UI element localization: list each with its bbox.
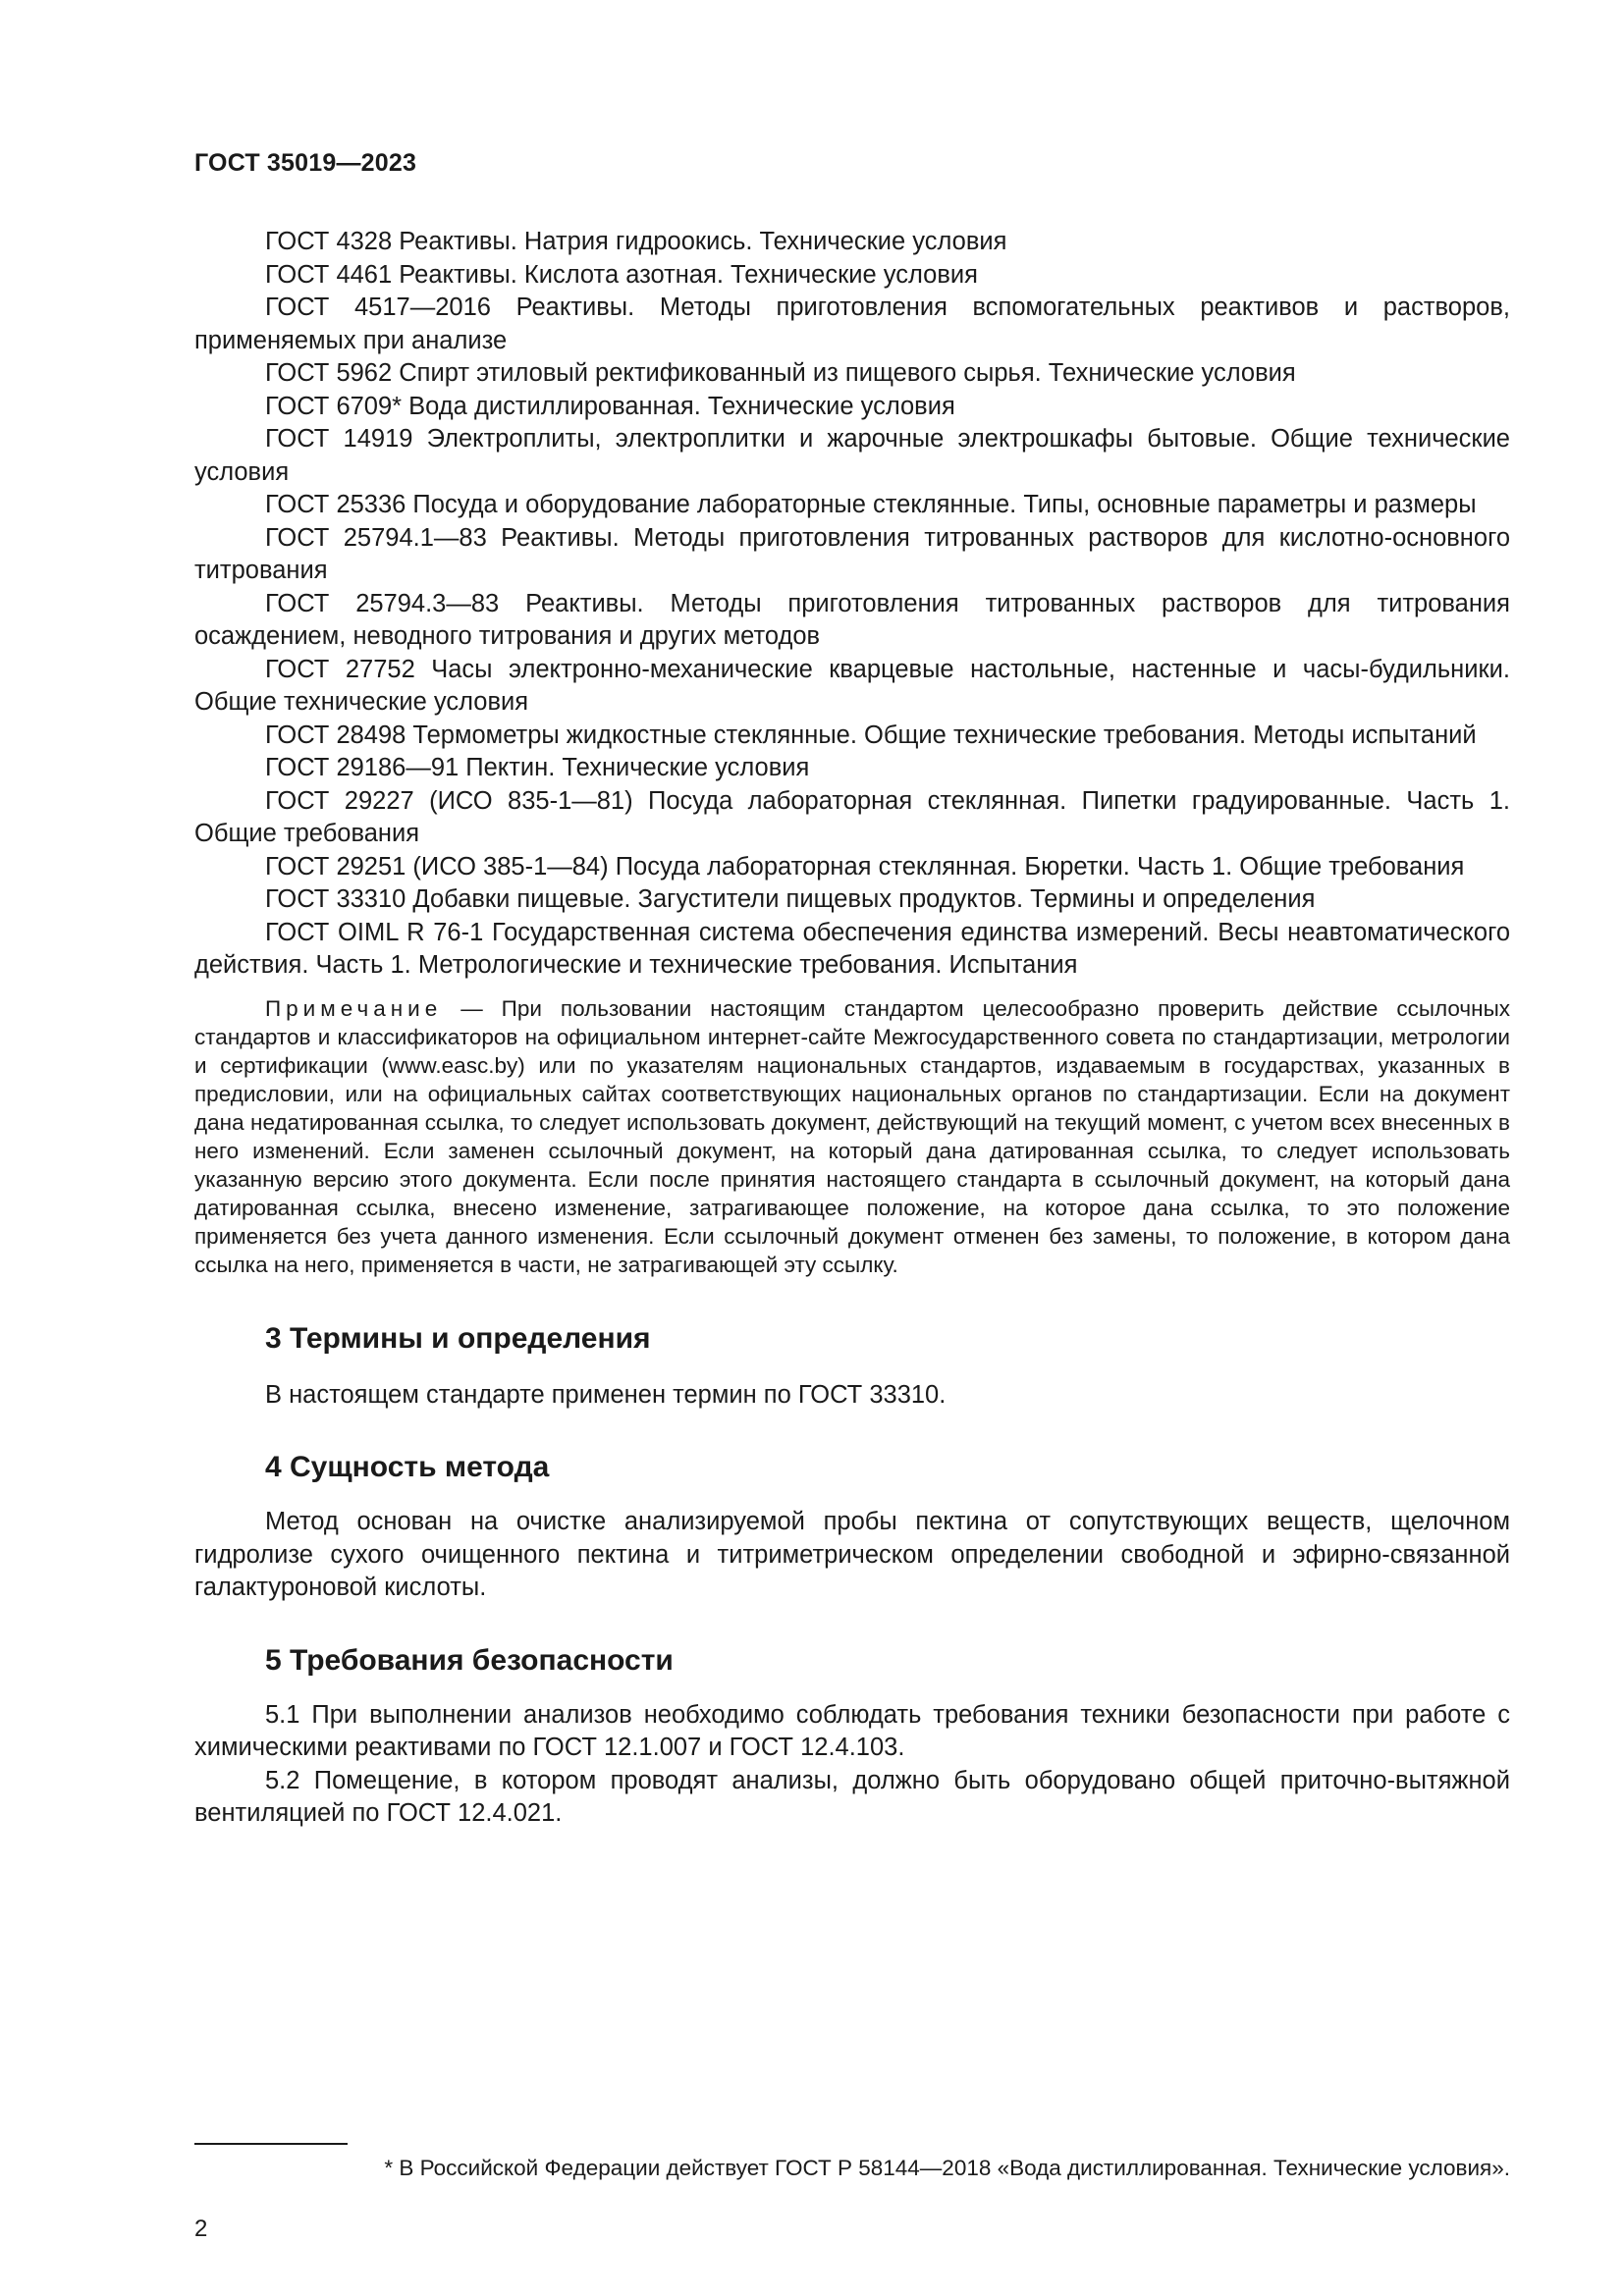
reference-item: ГОСТ 4461 Реактивы. Кислота азотная. Технические условия [265,260,978,289]
section-heading: 3 Термины и определения [265,1321,651,1355]
reference-item: ГОСТ 29251 (ИСО 385-1—84) Посуда лабораторная стеклянная. Бюретки. Часть 1. Общие требования [265,852,1465,881]
reference-item: ГОСТ 28498 Термометры жидкостные стеклянные. Общие технические требования. Методы испытаний [265,721,1477,749]
reference-item: ГОСТ 27752 Часы электронно-механические кварцевые настольные, настенные и часы-будильники. Общие технические условия [194,655,1510,716]
section-heading: 4 Сущность метода [265,1451,550,1483]
section-heading: 5 Требования безопасности [265,1643,674,1677]
reference-item: ГОСТ 33310 Добавки пищевые. Загустители пищевых продуктов. Термины и определения [265,885,1316,913]
reference-item: ГОСТ 25336 Посуда и оборудование лабораторные стеклянные. Типы, основные параметры и размеры [265,491,1477,518]
reference-item: ГОСТ 29227 (ИСО 835-1—81) Посуда лабораторная стеклянная. Пипетки градуированные. Часть 1. Общие требования [194,786,1510,847]
section-paragraph: 5.2 Помещение, в котором проводят анализы, должно быть оборудовано общей приточно-вытяжной вентиляцией по ГОСТ 12.4.021. [194,1766,1510,1827]
note-paragraph [194,994,1510,1279]
section-paragraph: В настоящем стандарте применен термин по ГОСТ 33310. [265,1380,947,1409]
footnote: * В Российской Федерации действует ГОСТ Р 58144—2018 «Вода дистиллированная. Технические условия». [384,2156,1510,2180]
reference-item: ГОСТ OIML R 76-1 Государственная система обеспечения единства измерений. Весы неавтоматического действия. Часть 1. Метрологические и технические требования. Испытания [194,918,1510,979]
note-label: Примечание [265,995,443,1021]
reference-item: ГОСТ 25794.3—83 Реактивы. Методы приготовления титрованных растворов для титрования осаждением, неводного титрования и других методов [194,589,1510,650]
reference-item: ГОСТ 14919 Электроплиты, электроплитки и жарочные электрошкафы бытовые. Общие технические условия [194,425,1510,486]
section-paragraph: Метод основан на очистке анализируемой пробы пектина от сопутствующих веществ, щелочном гидролизе сухого очищенного пектина и титриметрическом определении свободной и эфирно-связанной галактуроновой кислоты. [194,1508,1510,1601]
page-number: 2 [194,2216,208,2242]
note-text: — При пользовании настоящим стандартом целесообразно проверить действие ссылочных стандартов и классификаторов на официальном интернет-сайте Межгосударственного совета по стандартизации, метрологии и сертификации (www.easc.by) или по указателям национальных стандартов, издаваемым в государствах, указанных в предисловии, или на официальных сайтах соответствующих национальных органов по стандартизации. Если на документ дана недатированная ссылка, то следует использовать документ, действующий на текущий момент, с учетом всех внесенных в него изменений. Если заменен ссылочный документ, на который дана датированная ссылка, то следует использовать указанную версию этого документа. Если после принятия настоящего стандарта в ссылочный документ, на который дана датированная ссылка, внесено изменение, затрагивающее положение, на которое дана ссылка, то это положение применяется без учета данного изменения. Если ссылочный документ отменен без замены, то положение, в котором дана ссылка на него, применяется в части, не затрагивающей эту ссылку. [194,995,1510,1277]
normative-references-list [194,226,1510,983]
section-method-essence [194,1451,1510,1605]
reference-item: ГОСТ 6709* Вода дистиллированная. Технические условия [265,392,955,420]
reference-item: ГОСТ 4517—2016 Реактивы. Методы приготовления вспомогательных реактивов и растворов, применяемых при анализе [194,294,1510,354]
section-terms [194,1322,1510,1413]
section-paragraph: 5.1 При выполнении анализов необходимо соблюдать требования техники безопасности при работе с химическими реактивами по ГОСТ 12.1.007 и ГОСТ 12.4.103. [194,1700,1510,1761]
reference-item: ГОСТ 4328 Реактивы. Натрия гидроокись. Технические условия [265,228,1007,255]
reference-item: ГОСТ 25794.1—83 Реактивы. Методы приготовления титрованных растворов для кислотно-основного титрования [194,523,1510,584]
document-code-header: ГОСТ 35019—2023 [194,149,417,177]
document-body [194,226,1510,1831]
section-safety-requirements [194,1644,1510,1831]
footnote-divider [194,2143,348,2145]
reference-item: ГОСТ 29186—91 Пектин. Технические условия [265,754,810,781]
reference-item: ГОСТ 5962 Спирт этиловый ректификованный из пищевого сырья. Технические условия [265,359,1296,387]
